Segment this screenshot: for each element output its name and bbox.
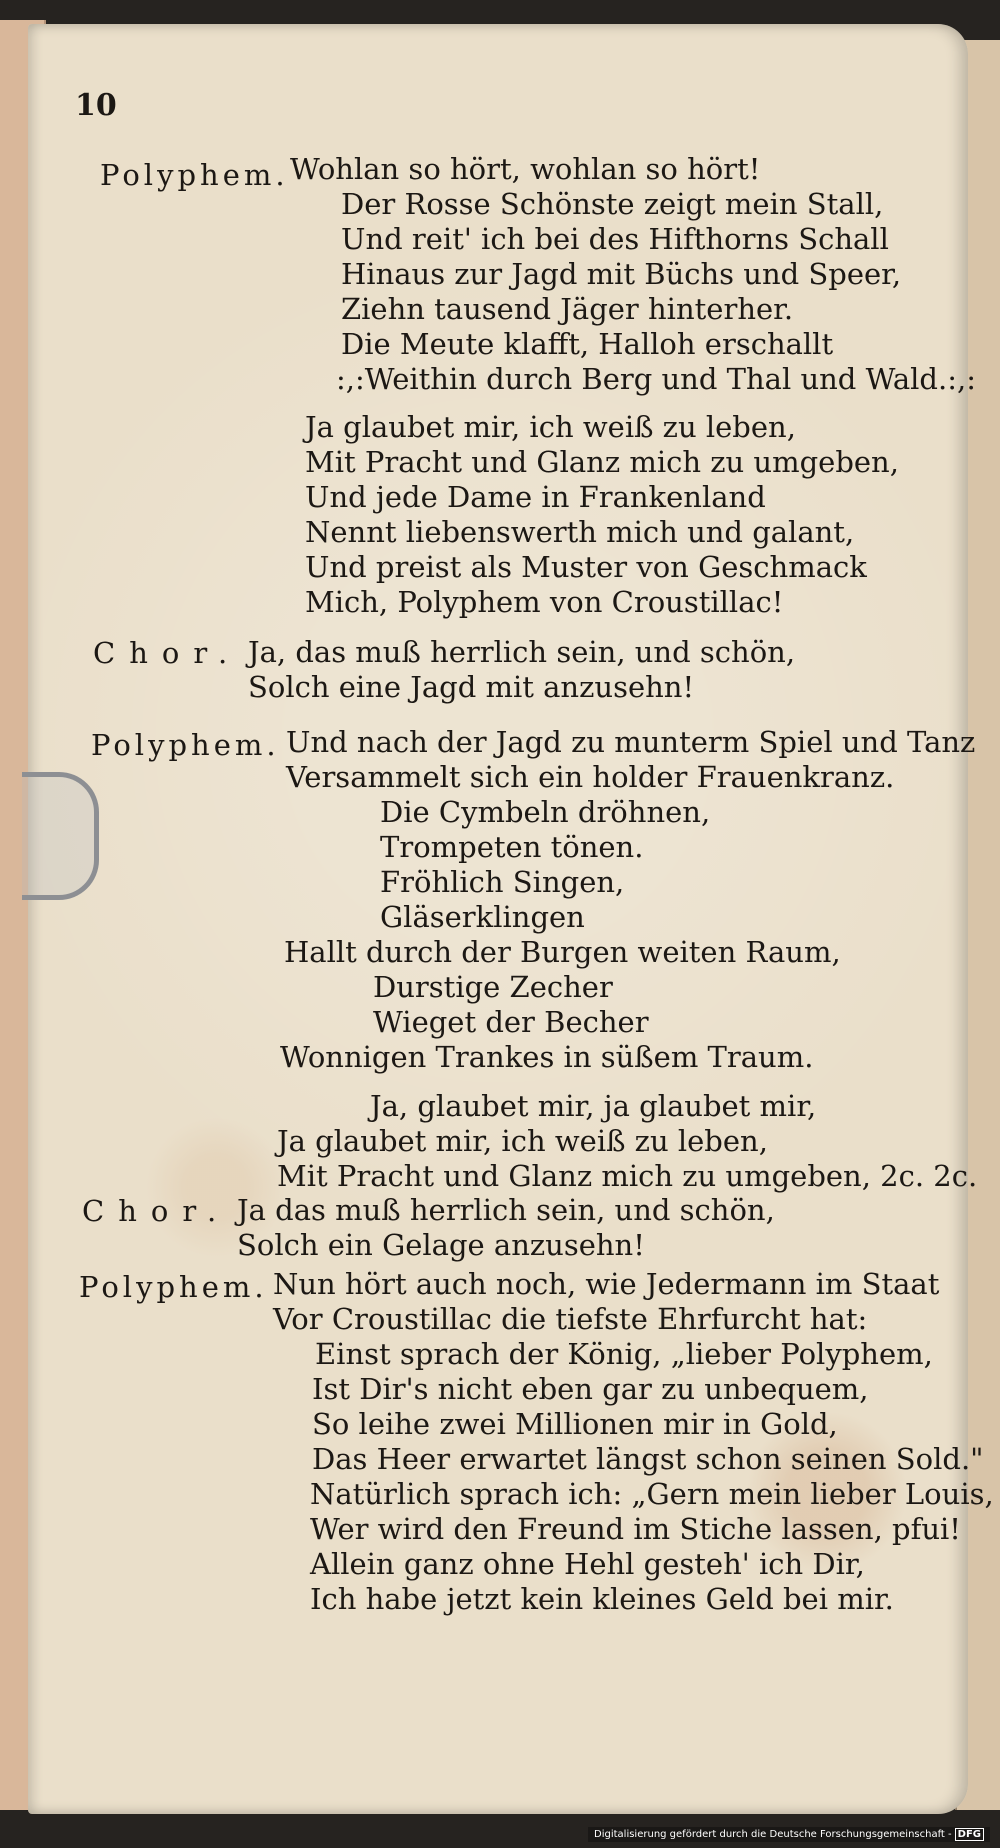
speaker-label: Polyphem. [100,158,289,192]
verse-line: Ich habe jetzt kein kleines Geld bei mir. [310,1582,894,1616]
verse-line: Der Rosse Schönste zeigt mein Stall, [341,187,884,221]
verse-line: Und reit' ich bei des Hifthorns Schall [341,222,889,256]
digitization-credit [588,1827,990,1842]
credit-text: Digitalisierung gefördert durch die Deutsche Forschungsgemeinschaft - [594,1829,952,1840]
verse-line: Wieget der Becher [373,1005,649,1039]
dfg-logo: DFG [955,1828,984,1841]
verse-line: Die Meute klafft, Halloh erschallt [341,327,834,361]
verse-line: Nun hört auch noch, wie Jedermann im Staat [273,1267,940,1301]
verse-line: Hinaus zur Jagd mit Büchs und Speer, [341,257,902,291]
verse-line: Und nach der Jagd zu munterm Spiel und Tanz [286,725,976,759]
verse-line: Ja, das muß herrlich sein, und schön, [248,635,796,669]
verse-line: Mit Pracht und Glanz mich zu umgeben, [305,445,899,479]
speaker-label: Polyphem. [79,1270,268,1304]
verse-line: Fröhlich Singen, [380,865,625,899]
verse-line: Wonnigen Trankes in süßem Traum. [280,1040,814,1074]
verse-line: Ja glaubet mir, ich weiß zu leben, [305,410,796,444]
verse-line: Mich, Polyphem von Croustillac! [305,585,784,619]
verse-line: Ja, glaubet mir, ja glaubet mir, [370,1089,817,1123]
verse-line: Hallt durch der Burgen weiten Raum, [284,935,841,969]
verse-line: Ist Dir's nicht eben gar zu unbequem, [312,1372,869,1406]
verse-line: Solch eine Jagd mit anzusehn! [248,670,695,704]
page-number: 10 [75,88,117,123]
verse-line: :,:Weithin durch Berg und Thal und Wald.:,: [336,362,976,396]
verse-line: Vor Croustillac die tiefste Ehrfurcht hat: [273,1302,868,1336]
verse-line: Gläserklingen [380,900,585,934]
verse-line: Einst sprach der König, „lieber Polyphem, [315,1337,933,1371]
verse-line: Und preist als Muster von Geschmack [305,550,867,584]
verse-line: Die Cymbeln dröhnen, [380,795,711,829]
verse-line: Natürlich sprach ich: „Gern mein lieber Louis, [310,1477,994,1511]
speaker-label: Chor. [93,636,242,670]
verse-line: Ja glaubet mir, ich weiß zu leben, [277,1124,768,1158]
verse-line: Das Heer erwartet längst schon seinen Sold." [312,1442,984,1476]
verse-line: Ziehn tausend Jäger hinterher. [341,292,794,326]
speaker-label: Polyphem. [91,728,280,762]
verse-line: Trompeten tönen. [380,830,644,864]
verse-line: Wohlan so hört, wohlan so hört! [290,152,761,186]
verse-line: So leihe zwei Millionen mir in Gold, [312,1407,838,1441]
paper-clip-icon [22,772,99,900]
verse-line: Nennt liebenswerth mich und galant, [305,515,855,549]
verse-line: Wer wird den Freund im Stiche lassen, pfui! [310,1512,961,1546]
verse-line: Solch ein Gelage anzusehn! [237,1228,645,1262]
verse-line: Durstige Zecher [373,970,613,1004]
verse-line: Ja das muß herrlich sein, und schön, [237,1193,775,1227]
verse-line: Allein ganz ohne Hehl gesteh' ich Dir, [310,1547,865,1581]
verse-line: Versammelt sich ein holder Frauenkranz. [286,760,895,794]
verse-line: Mit Pracht und Glanz mich zu umgeben, 2c. 2c. [277,1159,978,1193]
verse-line: Und jede Dame in Frankenland [305,480,766,514]
speaker-label: Chor. [82,1194,231,1228]
